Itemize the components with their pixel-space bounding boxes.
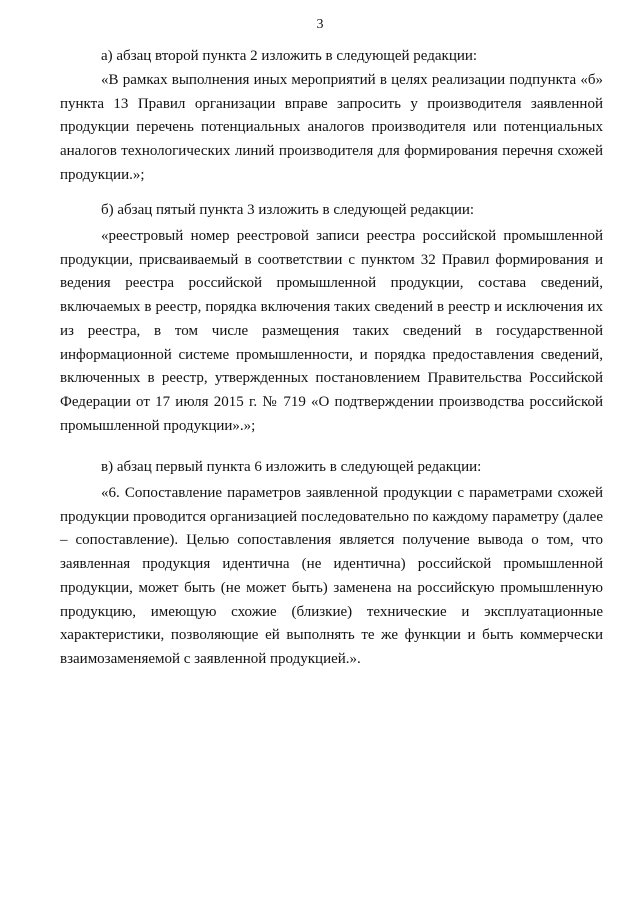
amendment-c-text: «6. Сопоставление параметров заявленной продукции с параметрами схожей продукции проводится организацией последовательно по каждому параметру (далее – сопоставление). Целью сопоставления является получение вывода о том, что заявленная продукция идентична (не идентична) российской промышленной продукции, может быть (не может быть) заменена на российскую промышленную продукцию, имеющую схожие (близкие) технические и эксплуатационные характеристики, позволяющие ей выполнять те же функции и быть коммерчески взаимозаменяемой с заявленной продукцией.». bbox=[60, 485, 603, 667]
amendment-a-heading: а) абзац второй пункта 2 изложить в следующей редакции: bbox=[101, 48, 478, 64]
amendment-b-text: «реестровый номер реестровой записи реестра российской промышленной продукции, присваиваемый в соответствии с пунктом 32 Правил формирования и ведения реестра российской промышленной продукции, состава сведений, включаемых в реестр, порядка включения таких сведений в реестр и исключения их из реестра, в том числе размещения таких сведений в государственной информационной системе промышленности, и порядка предоставления сведений, включенных в реестр, утвержденных постановлением Правительства Российской Федерации от 17 июля 2015 г. № 719 «О подтверждении производства российской промышленной продукции».»; bbox=[60, 228, 603, 434]
amendment-a-text: «В рамках выполнения иных мероприятий в целях реализации подпункта «б» пункта 13 Правил организации вправе запросить у производителя заявленной продукции перечень потенциальных аналогов производителя или потенциальных аналогов технологических линий производителя для формирования перечня схожей продукции.»; bbox=[60, 72, 603, 183]
amendment-c-heading: в) абзац первый пункта 6 изложить в следующей редакции: bbox=[101, 459, 482, 475]
page-number: 3 bbox=[316, 17, 324, 32]
amendment-b-heading: б) абзац пятый пункта 3 изложить в следующей редакции: bbox=[101, 202, 475, 218]
